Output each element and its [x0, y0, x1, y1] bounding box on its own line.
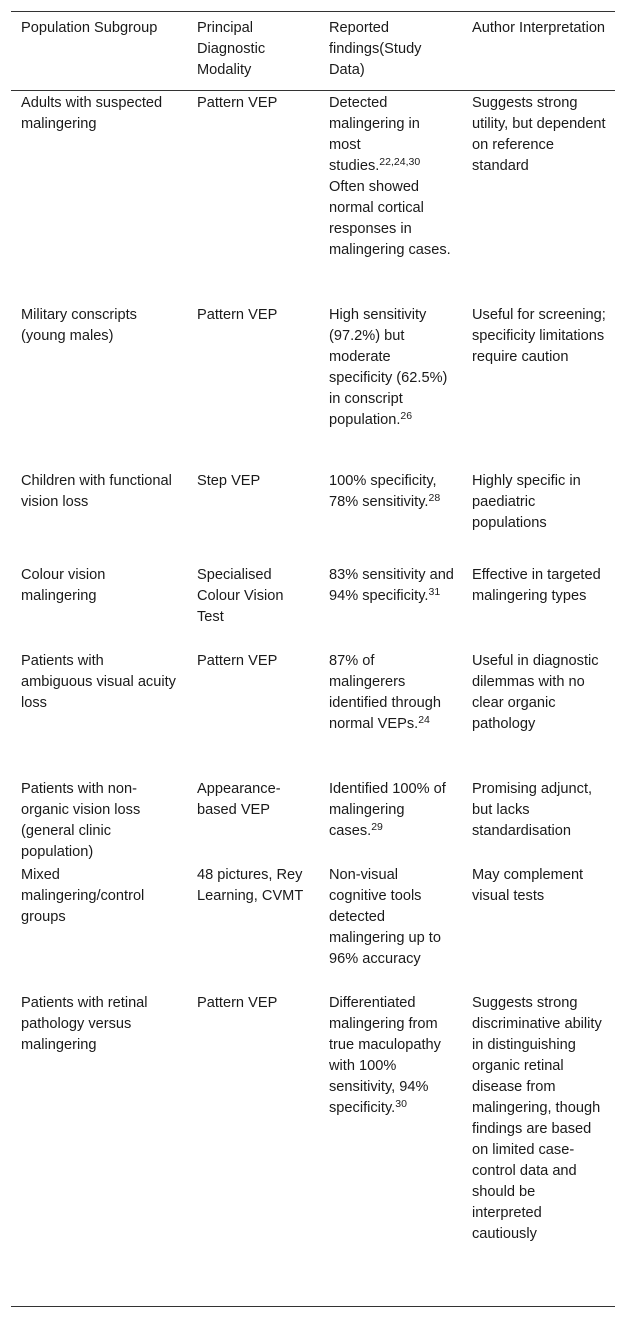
cell-findings: [319, 563, 462, 649]
findings-text: Detected malingering in most studies.: [329, 95, 420, 174]
cell-interpretation: Promising adjunct, but lacks standardisation: [472, 780, 593, 839]
table-row: [11, 91, 615, 303]
table-row: [11, 469, 615, 563]
cell-interpretation: Useful for screening; specificity limitations require caution: [472, 306, 606, 365]
header-author-interpretation: Author Interpretation: [472, 20, 606, 36]
cell-subgroup: Mixed malingering/control groups: [21, 866, 145, 925]
header-diagnostic-modality: Principal Diagnostic Modality: [197, 20, 266, 78]
citation-superscript: 28: [428, 491, 441, 504]
cell-subgroup: Adults with suspected malingering: [21, 95, 163, 132]
table-row: [11, 777, 615, 863]
cell-findings: [319, 469, 462, 563]
findings-text: Identified 100% of malingering cases.: [329, 780, 446, 839]
cell-modality: Pattern VEP: [197, 994, 278, 1011]
citation-superscript: 22,24,30: [379, 156, 421, 168]
cell-subgroup: Patients with ambiguous visual acuity loss: [21, 652, 176, 711]
citation-superscript: 29: [371, 820, 383, 833]
cell-subgroup: Colour vision malingering: [21, 566, 106, 604]
table-row: [11, 991, 615, 1307]
cell-modality: Pattern VEP: [197, 652, 278, 669]
header-reported-findings: Reported findings(Study Data): [329, 20, 422, 78]
cell-findings: [319, 991, 462, 1307]
cell-interpretation: Highly specific in paediatric populations: [472, 472, 581, 531]
cell-modality: Step VEP: [197, 472, 261, 489]
table-row: [11, 863, 615, 991]
cell-modality: Pattern VEP: [197, 306, 278, 323]
findings-text: High sensitivity (97.2%) but moderate specificity (62.5%) in conscript population.: [329, 306, 448, 428]
table-row: [11, 303, 615, 469]
cell-modality: Specialised Colour Vision Test: [197, 566, 284, 625]
table-row: [11, 649, 615, 777]
findings-text: Differentiated malingering from true maculopathy with 100% sensitivity, 94% specificity.: [329, 994, 441, 1116]
cell-interpretation: Effective in targeted malingering types: [472, 566, 601, 604]
cell-subgroup: Patients with retinal pathology versus malingering: [21, 994, 148, 1053]
cell-findings: Non-visual cognitive tools detected malingering up to 96% accuracy: [329, 866, 441, 967]
cell-interpretation: Suggests strong discriminative ability in distinguishing organic retinal disease from malingering, though findings are based on limited case-control data and should be interpreted cautiously: [472, 994, 602, 1242]
findings-text: 87% of malingerers identified through normal VEPs.: [329, 652, 441, 732]
citation-superscript: 24: [418, 713, 430, 726]
cell-interpretation: Suggests strong utility, but dependent on reference standard: [472, 95, 606, 174]
findings-text: 83% sensitivity and 94% specificity.: [329, 566, 454, 604]
cell-modality: 48 pictures, Rey Learning, CVMT: [197, 866, 304, 904]
cell-subgroup: Patients with non-organic vision loss (general clinic population): [21, 780, 141, 860]
cell-modality: Appearance-based VEP: [197, 780, 281, 818]
findings-text-continued: Often showed normal cortical responses in malingering cases.: [329, 179, 451, 258]
cell-findings: [319, 91, 462, 303]
citation-superscript: 30: [395, 1097, 407, 1110]
table-row: [11, 563, 615, 649]
cell-interpretation: May complement visual tests: [472, 866, 584, 904]
cell-findings: [319, 649, 462, 777]
citation-superscript: 31: [428, 585, 441, 598]
cell-interpretation: Useful in diagnostic dilemmas with no clear organic pathology: [472, 652, 599, 732]
citation-superscript: 26: [400, 409, 413, 422]
cell-findings: [319, 777, 462, 863]
cell-subgroup: Children with functional vision loss: [21, 472, 172, 510]
cell-modality: Pattern VEP: [197, 95, 278, 111]
findings-table-container: [11, 11, 615, 1307]
findings-table: [11, 11, 615, 1307]
cell-subgroup: Military conscripts (young males): [21, 306, 137, 344]
header-population-subgroup: Population Subgroup: [21, 20, 158, 36]
findings-text: 100% specificity, 78% sensitivity.: [329, 472, 437, 510]
table-header-row: [11, 12, 615, 91]
cell-findings: [319, 303, 462, 469]
